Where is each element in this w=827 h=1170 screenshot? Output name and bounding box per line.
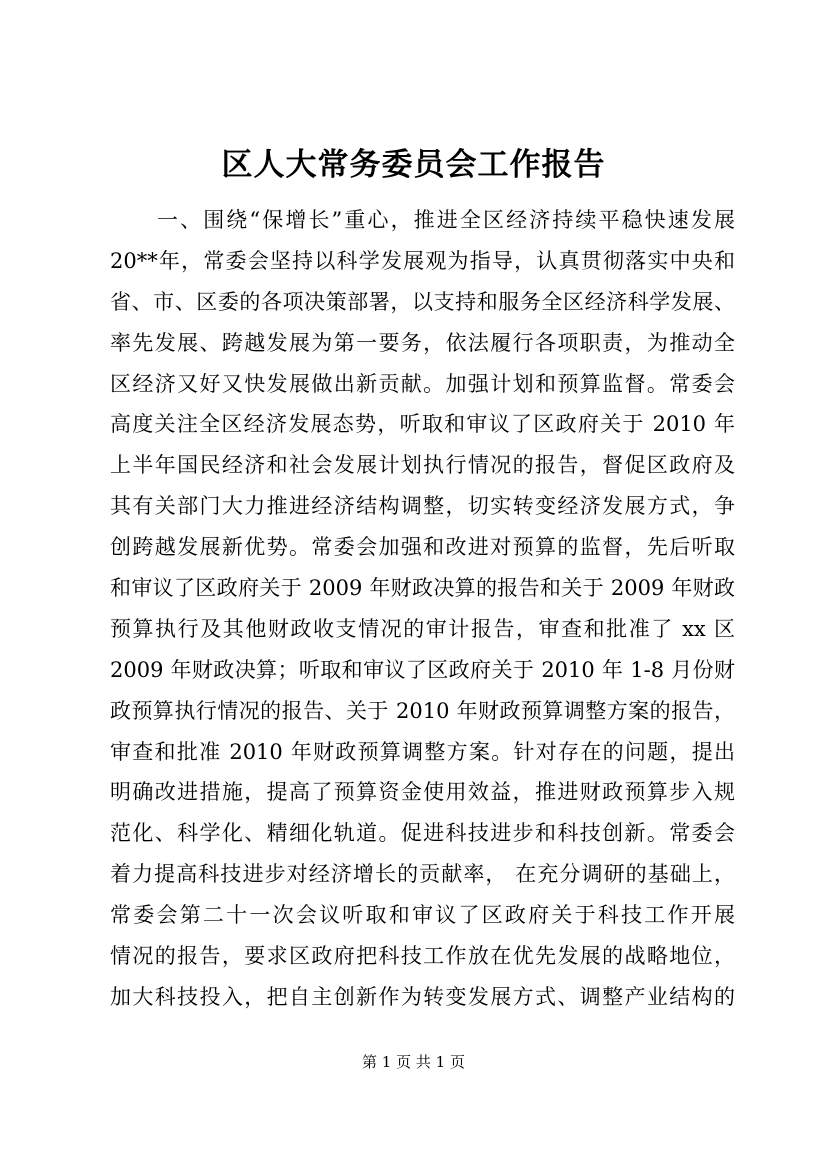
body-line-1: 一、围绕“保增长”重心，推进全区经济持续平稳快速发展 bbox=[157, 208, 735, 232]
body-line-18: 常委会第二十一次会议听取和审议了区政府关于科技工作开展 bbox=[110, 903, 735, 928]
body-line-9: 创跨越发展新优势。常委会加强和改进对预算的监督，先后听取 bbox=[110, 535, 735, 560]
body-line-11: 预算执行及其他财政收支情况的审计报告，审查和批准了 xx 区 bbox=[110, 616, 735, 641]
document-title: 区人大常务委员会工作报告 bbox=[221, 147, 606, 183]
body-line-10: 和审议了区政府关于 2009 年财政决算的报告和关于 2009 年财政 bbox=[110, 576, 735, 601]
body-line-7: 上半年国民经济和社会发展计划执行情况的报告，督促区政府及 bbox=[110, 453, 735, 478]
body-line-19: 情况的报告，要求区政府把科技工作放在优先发展的战略地位， bbox=[110, 944, 735, 969]
body-line-2: 20**年，常委会坚持以科学发展观为指导，认真贯彻落实中央和 bbox=[110, 248, 735, 273]
document-body bbox=[110, 200, 735, 1018]
page-footer: 第 1 页 共 1 页 bbox=[362, 1053, 465, 1071]
body-line-5: 区经济又好又快发展做出新贡献。加强计划和预算监督。常委会 bbox=[110, 371, 735, 396]
body-line-6: 高度关注全区经济发展态势，听取和审议了区政府关于 2010 年 bbox=[110, 412, 735, 437]
body-line-15: 明确改进措施，提高了预算资金使用效益，推进财政预算步入规 bbox=[110, 780, 735, 805]
body-line-12: 2009 年财政决算；听取和审议了区政府关于 2010 年 1-8 月份财 bbox=[110, 657, 735, 682]
body-line-3: 省、市、区委的各项决策部署，以支持和服务全区经济科学发展、 bbox=[110, 289, 735, 314]
body-line-13: 政预算执行情况的报告、关于 2010 年财政预算调整方案的报告， bbox=[110, 698, 735, 723]
body-line-17: 着力提高科技进步对经济增长的贡献率， 在充分调研的基础上， bbox=[110, 862, 735, 887]
body-line-16: 范化、科学化、精细化轨道。促进科技进步和科技创新。常委会 bbox=[110, 821, 735, 846]
body-line-14: 审查和批准 2010 年财政预算调整方案。针对存在的问题，提出 bbox=[110, 739, 735, 764]
body-line-8: 其有关部门大力推进经济结构调整，切实转变经济发展方式，争 bbox=[110, 494, 735, 519]
body-line-4: 率先发展、跨越发展为第一要务，依法履行各项职责，为推动全 bbox=[110, 330, 735, 355]
body-line-20: 加大科技投入，把自主创新作为转变发展方式、调整产业结构的 bbox=[110, 984, 735, 1009]
